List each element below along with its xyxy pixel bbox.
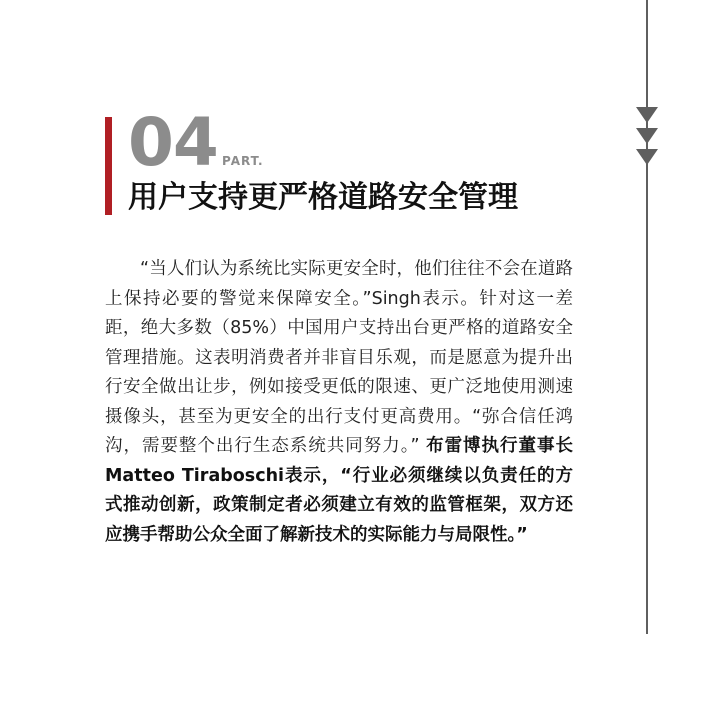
section-part-label: PART. [222,154,264,168]
vertical-rule [646,0,648,634]
body-regular-text: “当人们认为系统比实际更安全时，他们往往不会在道路上保持必要的警觉来保障安全。”Singh表示。针对这一差距，绝大多数（85%）中国用户支持出台更严格的道路安全管理措施。这表明消费者并非盲目乐观，而是愿意为提升出行安全做出让步，例如接受更低的限速、更广泛地使用测速摄像头，甚至为更安全的出行支付更高费用。“弥合信任鸿沟，需要整个出行生态系统共同努力。” [105,259,573,456]
triple-chevron-down-icon [633,103,661,169]
body-paragraph [105,255,573,550]
section-accent-bar [105,117,112,215]
section-title: 用户支持更严格道路安全管理 [128,180,518,215]
section-number: 04 [128,104,218,181]
body-bold-quote: 布雷博执行董事长Matteo Tiraboschi表示，“行业必须继续以负责任的方式推动创新，政策制定者必须建立有效的监管框架，双方还应携手帮助公众全面了解新技术的实际能力与局限性。” [105,436,573,545]
